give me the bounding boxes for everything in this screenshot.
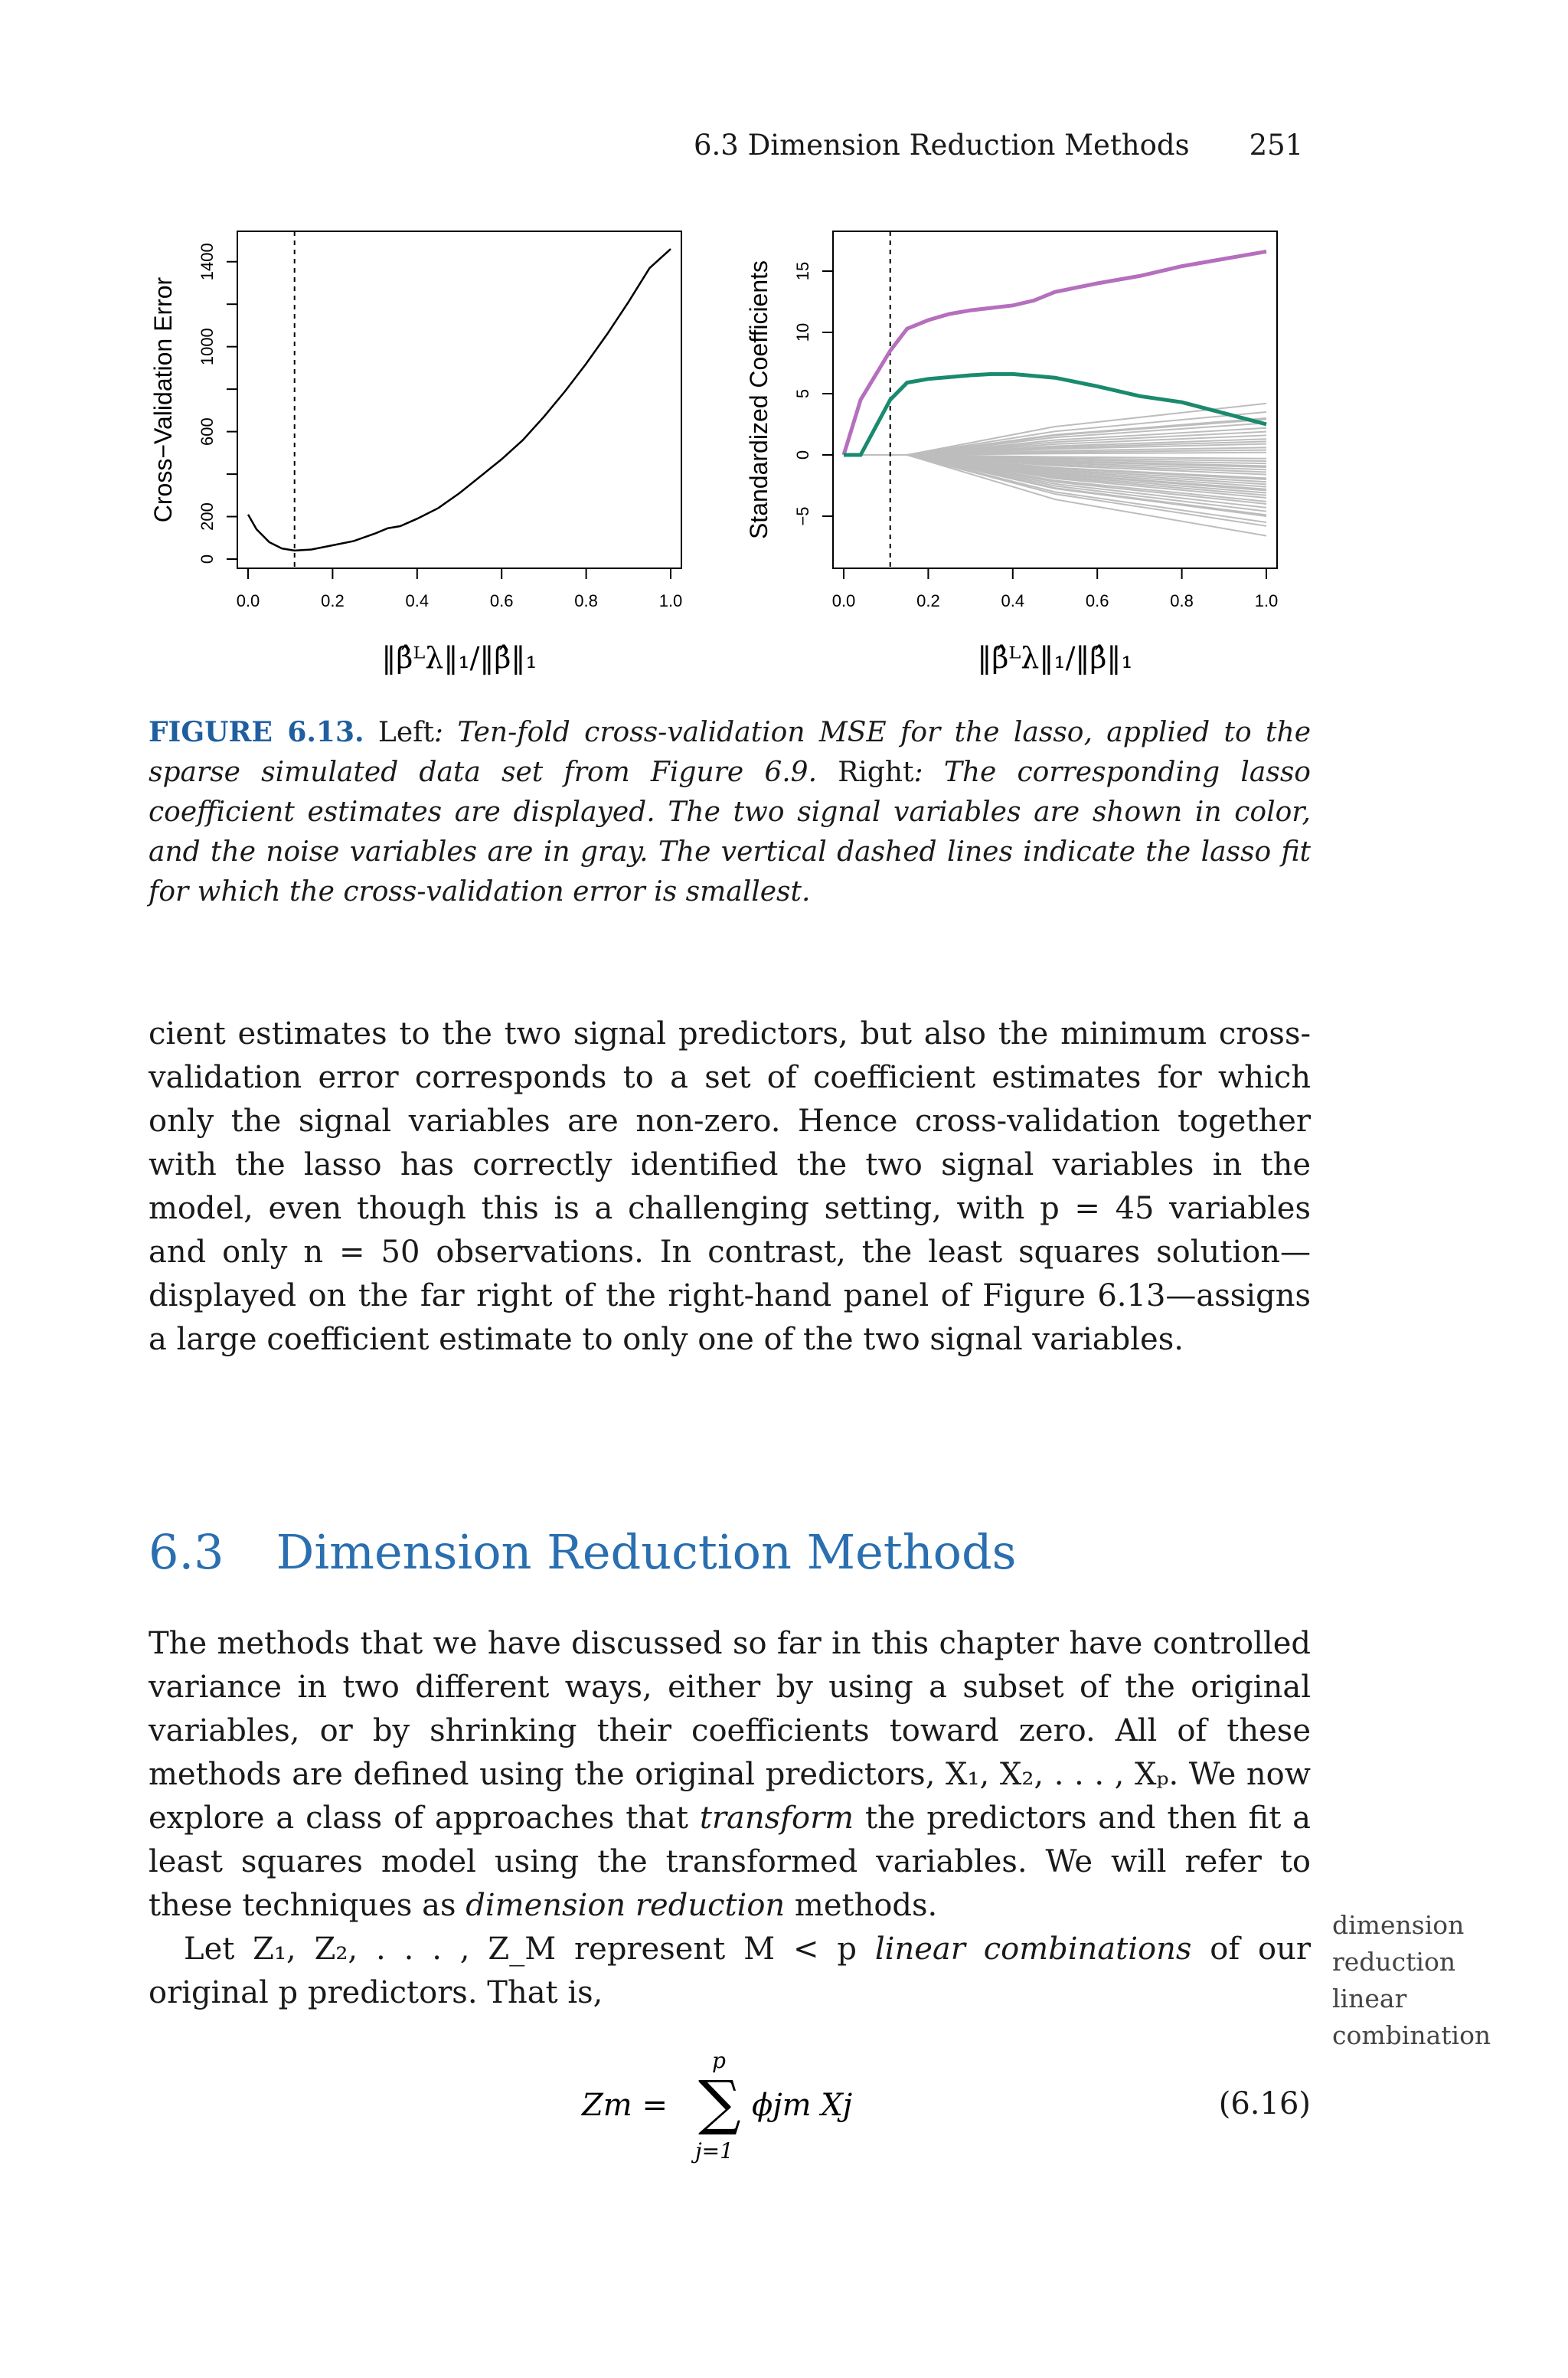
text-run: the predictors and then fit a least squares model using the transformed variables. We will refer to these techniques as <box>149 1801 1311 1923</box>
body-section <box>149 1622 1311 2015</box>
text-run-italic: transform <box>699 1801 854 1836</box>
text-run: Let Z₁, Z₂, . . . , Z_M represent M < p <box>184 1932 875 1967</box>
y-tick-label: 1400 <box>198 243 217 281</box>
y-tick-label: 0 <box>198 554 217 564</box>
y-tick-label: 15 <box>793 261 812 281</box>
x-tick-label: 0.4 <box>405 591 430 610</box>
y-axis-label: Cross−Validation Error <box>149 276 177 523</box>
text-run: The methods that we have discussed so far in this chapter have controlled variance in two different ways, either by using a subset of the original variables, or by shrinking their coefficients toward zero. All of these methods are defined using the original predictors, X₁, X₂, . . . , Xₚ. We now explore a class of approaches that <box>149 1626 1311 1836</box>
x-tick-label: 0.2 <box>916 591 940 610</box>
figure-caption <box>149 712 1311 912</box>
equation-body <box>582 2048 888 2167</box>
header-section-title: 6.3 Dimension Reduction Methods <box>694 129 1190 162</box>
equation-number: (6.16) <box>1218 2086 1311 2121</box>
x-tick-label: 0.8 <box>574 591 598 610</box>
caption-part-1: : Ten-fold cross-validation MSE for the lasso, applied to the sparse simulated data set from Figure 6.9. <box>149 717 1311 788</box>
x-tick-label: 1.0 <box>658 591 683 610</box>
body-paragraph-2 <box>149 1622 1311 1928</box>
equation-6-16 <box>582 2048 1311 2167</box>
x-tick-label: 0.0 <box>236 591 260 610</box>
text-run-italic: dimension reduction <box>466 1888 786 1923</box>
text-run: methods. <box>785 1888 938 1923</box>
caption-part-2: : The corresponding lasso coefficient estimates are displayed. The two signal variables are shown in color, and the noise variables are in gray. The vertical dashed lines indicate the lasso fit for which the cross-validation error is smallest. <box>149 757 1311 908</box>
y-tick-label: 10 <box>793 322 812 342</box>
text-run: of our original p predictors. That is, <box>149 1932 1311 2010</box>
margin-note: reduction <box>1332 1947 1456 1977</box>
y-tick-label: 600 <box>198 417 217 446</box>
y-tick-label: 0 <box>793 450 812 460</box>
margin-notes <box>1332 1907 1491 2054</box>
body-paragraph-1: cient estimates to the two signal predictors, but also the minimum cross-validation error corresponds to a set of coefficient estimates for which only the signal variables are non-zero. Hence cross-validation together with the lasso has correctly identified the two signal variables in the model, even though this is a challenging setting, with p = 45 variables and only n = 50 observations. In contrast, the least squares solution—displayed on the far right of the right-hand panel of Figure 6.13—assigns a large coefficient estimate to only one of the two signal variables. <box>149 1016 1311 1357</box>
sum-upper-limit: p <box>712 2048 726 2073</box>
sum-lower-limit: j=1 <box>695 2138 733 2164</box>
page-number: 251 <box>1249 129 1304 162</box>
x-tick-label: 0.2 <box>321 591 345 610</box>
summation-symbol: ∑ <box>698 2069 741 2138</box>
y-tick-label: −5 <box>793 506 812 526</box>
x-tick-label: 1.0 <box>1254 591 1279 610</box>
plot-frame <box>237 231 681 568</box>
caption-left-word: Left <box>377 717 434 748</box>
x-tick-label: 0.6 <box>1085 591 1109 610</box>
x-tick-label: 0.4 <box>1001 591 1025 610</box>
section-number: 6.3 <box>149 1524 224 1580</box>
text-run-italic: linear combinations <box>874 1932 1192 1967</box>
x-tick-label: 0.8 <box>1170 591 1194 610</box>
margin-note: dimension <box>1332 1910 1465 1940</box>
margin-note: combination <box>1332 2020 1491 2050</box>
caption-right-word: Right <box>838 757 914 788</box>
x-tick-label: 0.0 <box>831 591 856 610</box>
chart-cv-error <box>138 222 720 674</box>
series-line <box>248 249 671 551</box>
x-axis-label: ‖β̂ᴸλ‖₁/‖β̂‖₁ <box>381 641 537 675</box>
y-tick-label: 200 <box>198 502 217 531</box>
y-tick-label: 1000 <box>198 328 217 366</box>
x-axis-label: ‖β̂ᴸλ‖₁/‖β̂‖₁ <box>977 641 1133 675</box>
equation-lhs: Zm = <box>582 2088 668 2123</box>
y-tick-label: 5 <box>793 388 812 399</box>
section-title: Dimension Reduction Methods <box>276 1524 1017 1580</box>
body-paragraph-3 <box>149 1928 1311 2015</box>
margin-note: linear <box>1332 1984 1407 2013</box>
equation-rhs: ϕjm Xj <box>752 2088 853 2123</box>
y-axis-label: Standardized Coefficients <box>745 260 773 540</box>
chart-coefficients <box>733 222 1315 674</box>
figure-label: FIGURE 6.13. <box>149 716 364 748</box>
section-heading <box>149 1524 1016 1580</box>
running-head <box>694 129 1303 162</box>
x-tick-label: 0.6 <box>489 591 514 610</box>
